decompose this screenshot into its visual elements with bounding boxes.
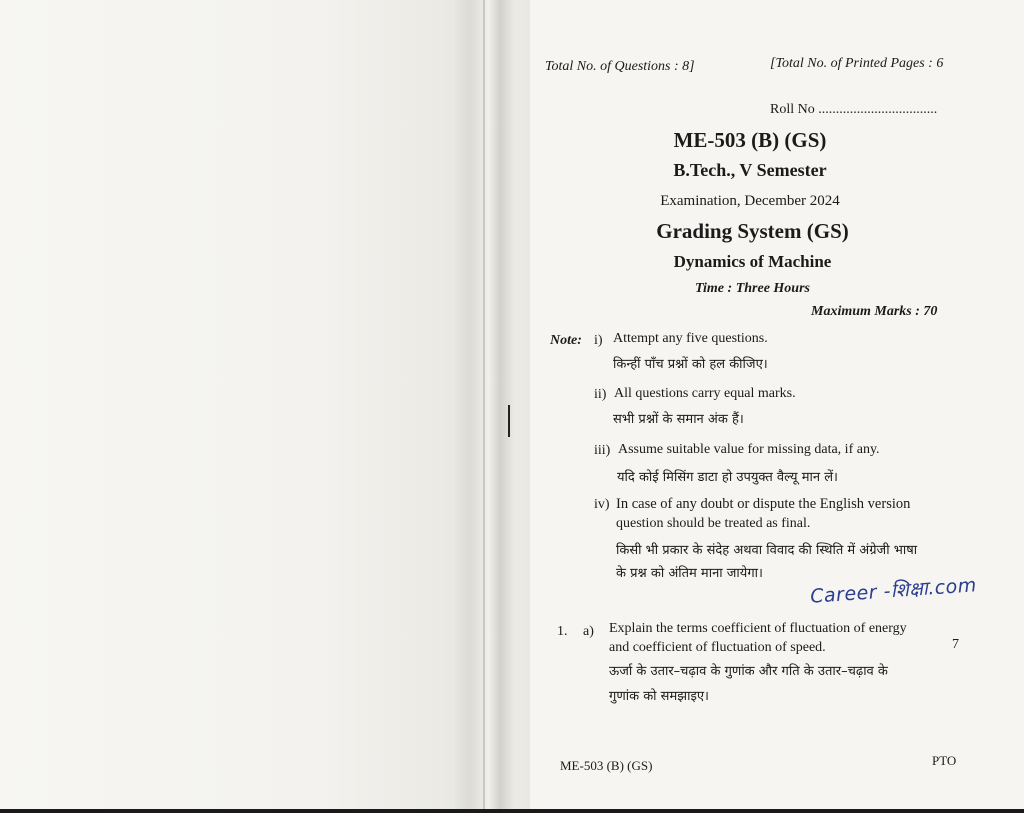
total-printed-pages: [Total No. of Printed Pages : 6	[770, 56, 944, 71]
note-number: iv)	[594, 497, 610, 512]
note-text-en: In case of any doubt or dispute the English version	[616, 496, 911, 512]
note-number: iii)	[594, 443, 611, 458]
total-questions: Total No. of Questions : 8]	[545, 59, 695, 74]
question-number: 1.	[557, 624, 568, 639]
question-paper-page	[530, 0, 1024, 813]
roll-no-field: Roll No ..................................	[770, 102, 938, 117]
question-text-en: and coefficient of fluctuation of speed.	[609, 640, 826, 655]
course-code: ME-503 (B) (GS)	[673, 128, 827, 152]
note-text-en: question should be treated as final.	[616, 516, 811, 531]
grading-system: Grading System (GS)	[656, 219, 849, 243]
note-text-hi: सभी प्रश्नों के समान अंक हैं।	[613, 412, 744, 427]
binding-mark	[508, 405, 510, 437]
note-text-hi: यदि कोई मिसिंग डाटा हो उपयुक्त वैल्यू मान लें।	[617, 470, 838, 485]
footer-pto: PTO	[932, 753, 957, 768]
note-label: Note:	[550, 333, 582, 348]
note-number: ii)	[594, 387, 607, 402]
program: B.Tech., V Semester	[673, 160, 827, 180]
question-text-hi: ऊर्जा के उतार–चढ़ाव के गुणांक और गति के उतार–चढ़ाव के	[609, 664, 888, 679]
question-text-en: Explain the terms coefficient of fluctuation of energy	[609, 621, 907, 636]
question-part: a)	[583, 624, 594, 639]
note-text-en: All questions carry equal marks.	[614, 386, 796, 401]
question-text-hi: गुणांक को समझाइए।	[609, 689, 709, 704]
note-text-hi: किसी भी प्रकार के संदेह अथवा विवाद की स्थिति में अंग्रेजी भाषा	[616, 543, 918, 558]
question-marks: 7	[952, 637, 959, 652]
maximum-marks: Maximum Marks : 70	[811, 304, 938, 319]
note-text-en: Attempt any five questions.	[613, 331, 768, 346]
watermark-logo: Career -शिक्षा.com	[809, 574, 978, 608]
blank-left-page	[0, 0, 455, 813]
exam-session: Examination, December 2024	[660, 193, 840, 209]
book-gutter	[455, 0, 530, 813]
footer-course-code: ME-503 (B) (GS)	[560, 758, 653, 773]
gutter-crease	[483, 0, 485, 813]
subject-title: Dynamics of Machine	[673, 252, 832, 271]
exam-duration: Time : Three Hours	[695, 281, 810, 296]
note-number: i)	[594, 333, 603, 348]
scan-edge	[0, 809, 1024, 813]
note-text-en: Assume suitable value for missing data, if any.	[618, 442, 880, 457]
note-text-hi: किन्हीं पाँच प्रश्नों को हल कीजिए।	[613, 357, 768, 372]
note-text-hi: के प्रश्न को अंतिम माना जायेगा।	[616, 566, 763, 581]
